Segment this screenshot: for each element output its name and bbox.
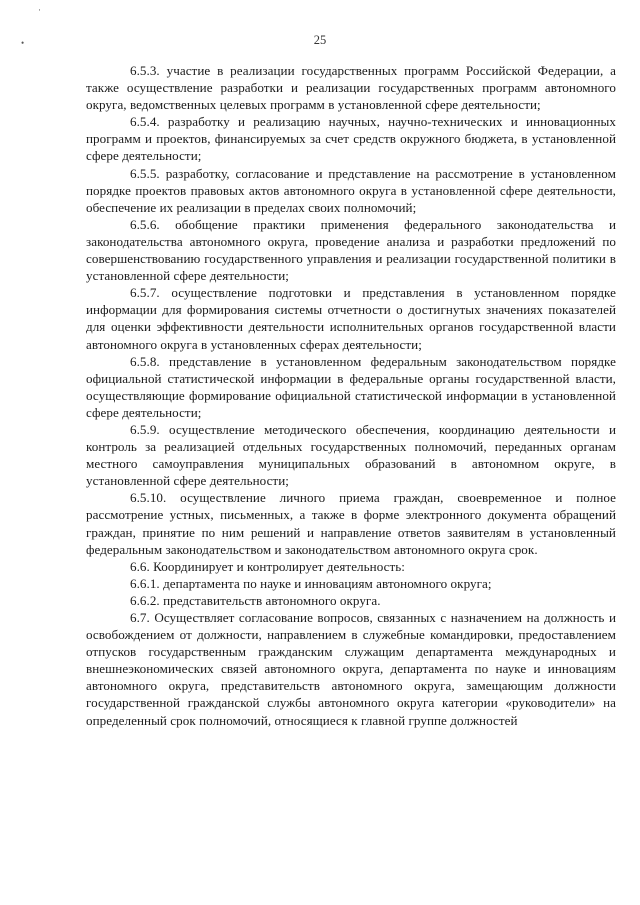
paragraph-6-6-2: 6.6.2. представительств автономного округа.: [130, 592, 381, 608]
paragraph-6-7: 6.7. Осуществляет согласование вопросов, связанных с назначением на должность и освобождением от должности, направлением в служебные командировки, предоставлением отпусков государственным гражданским служащим департамента международных и внешнеэкономических связей автономного округа, департамента по науке и инновациям автономного округа, представительств автономного округа, замещающим должности государственной гражданской службы автономного округа категории «руководители» на определенный срок полномочий, относящиеся к главной группе должностей: [86, 610, 616, 728]
paragraph-6-5-8: 6.5.8. представление в установленном федеральным законодательством порядке официальной статистической информации в федеральные органы государственной власти, осуществляющие формирование официальной статистической информации в установленной сфере деятельности;: [86, 353, 616, 420]
paragraph-6-5-6: 6.5.6. обобщение практики применения федерального законодательства и законодательства автономного округа, проведение анализа и разработки предложений по совершенствованию государственного управления и реализации государственной политики в установленной сфере деятельности;: [86, 216, 616, 284]
paragraph-6-6-1: 6.6.1. департамента по науке и инновациям автономного округа;: [130, 575, 492, 591]
paragraph-6-5-3: 6.5.3. участие в реализации государственных программ Российской Федерации, а также осуществление разработки и реализации государственных программ автономного округа, ведомственных целевых программ в установленной сфере деятельности;: [86, 63, 616, 113]
paragraph-6-5-7: 6.5.7. осуществление подготовки и представления в установленном порядке информации для формирования системы отчетности о достигнутых значениях показателей для оценки эффективности деятельности исполнительных органов государственной власти автономного округа в установленных сферах деятельности;: [86, 285, 616, 352]
document-body: [86, 62, 616, 729]
page-number: 25: [313, 33, 327, 47]
paragraph-6-6: 6.6. Координирует и контролирует деятельность:: [130, 558, 405, 574]
paragraph-6-5-4: 6.5.4. разработку и реализацию научных, научно-технических и инновационных программ и проектов, финансируемых за счет средств окружного бюджета, в установленной сфере деятельности;: [86, 114, 616, 164]
scan-dot-mark: ·: [38, 5, 41, 15]
paragraph-6-5-9: 6.5.9. осуществление методического обеспечения, координацию деятельности и контроль за реализацией отдельных государственных полномочий, переданных органам местного самоуправления муниципальных образований в автономном округе, в установленной сфере деятельности;: [86, 421, 616, 489]
paragraph-6-5-5: 6.5.5. разработку, согласование и представление на рассмотрение в установленном порядке проектов правовых актов автономного округа в установленной сфере деятельности, обеспечение их реализации в пределах своих полномочий;: [86, 165, 616, 215]
paragraph-6-5-10: 6.5.10. осуществление личного приема граждан, своевременное и полное рассмотрение устных, письменных, а также в форме электронного документа обращений граждан, принятие по ним решений и направление ответов заявителям в установленный федеральным законодательством и законодательством автономного округа срок.: [86, 490, 616, 557]
scan-dot-mark: •: [21, 38, 25, 48]
